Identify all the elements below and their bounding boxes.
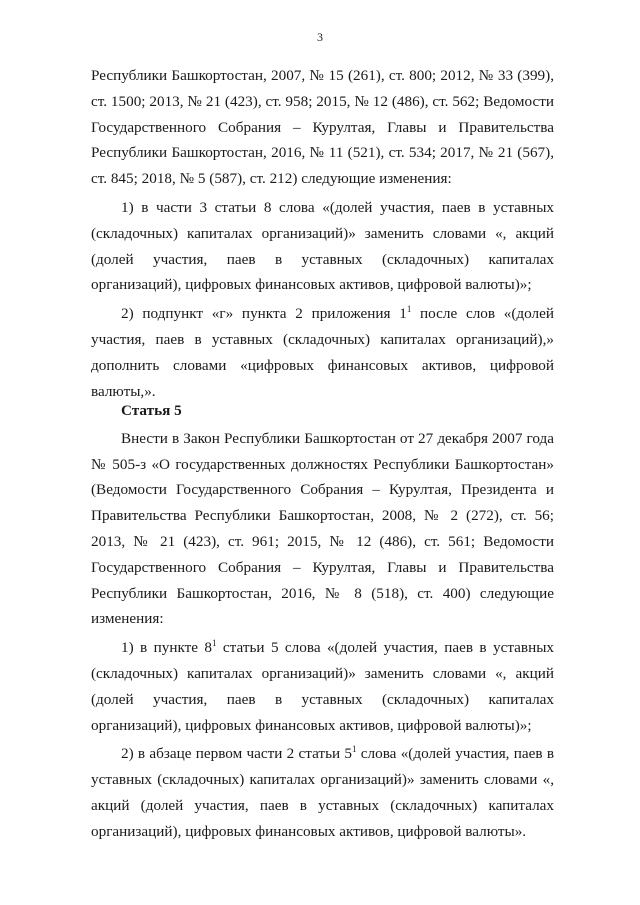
article5-text	[91, 398, 554, 845]
article5-item2-text-a: 2) в абзаце первом части 2 статьи 5	[121, 745, 353, 763]
article5-item2-paragraph	[91, 741, 554, 844]
block1-text	[91, 63, 554, 404]
article5-heading: Статья 5	[121, 402, 182, 419]
block1-item2-paragraph	[91, 301, 554, 404]
article5-intro-paragraph: Внести в Закон Республики Башкортостан от 27 декабря 2007 года № 505-з «О государственных должностях Республики Башкортостан» (Ведомости Государственного Собрания – Курултая, Президента и Правительства Республики Башкортостан, 2008, № 2 (272), ст. 56; 2013, № 21 (423), ст. 961; 2015, № 12 (486), ст. 561; Ведомости Государственного Собрания – Курултая, Главы и Правительства Республики Башкортостан, 2016, № 8 (518), ст. 400) следующие изменения:	[91, 429, 554, 628]
block1-item1-paragraph: 1) в части 3 статьи 8 слова «(долей участия, паев в уставных (складочных) капиталах организаций)» заменить словами «, акций (долей участия, паев в уставных (складочных) капиталах организаций), цифровых финансовых активов, цифровой валюты)»;	[91, 198, 554, 294]
superscript: 1	[212, 638, 217, 649]
block1-item2-text-a: 2) подпункт «г» пункта 2 приложения 1	[121, 305, 407, 323]
superscript: 1	[352, 744, 357, 755]
superscript: 1	[406, 304, 412, 315]
block1-item2-text-b: после слов «(долей участия, паев в уставных (складочных) капиталах организаций),» дополнить словами «цифровых финансовых активов, цифровой валюты,».	[91, 305, 554, 400]
article5-item1-paragraph	[91, 635, 554, 738]
continuation-paragraph: Республики Башкортостан, 2007, № 15 (261), ст. 800; 2012, № 33 (399), ст. 1500; 2013, № 21 (423), ст. 958; 2015, № 12 (486), ст. 562; Ведомости Государственного Собрания – Курултая, Главы и Правительства Республики Башкортостан, 2016, № 11 (521), ст. 534; 2017, № 21 (567), ст. 845; 2018, № 5 (587), ст. 212) следующие изменения:	[91, 67, 554, 188]
article5-item2-text-b: слова «(долей участия, паев в уставных (складочных) капиталах организаций)» заменить словами «, акций (долей участия, паев в уставных (складочных) капиталах организаций), цифровых финансовых активов, цифровой валюты».	[91, 745, 554, 840]
page-number: 3	[317, 30, 323, 44]
article5-item1-text-b: статьи 5 слова «(долей участия, паев в уставных (складочных) капиталах организаций)» заменить словами «, акций (долей участия, паев в уставных (складочных) капиталах организаций), цифровых финансовых активов, цифровой валюты)»;	[91, 639, 554, 734]
article5-item1-text-a: 1) в пункте 8	[121, 639, 213, 657]
